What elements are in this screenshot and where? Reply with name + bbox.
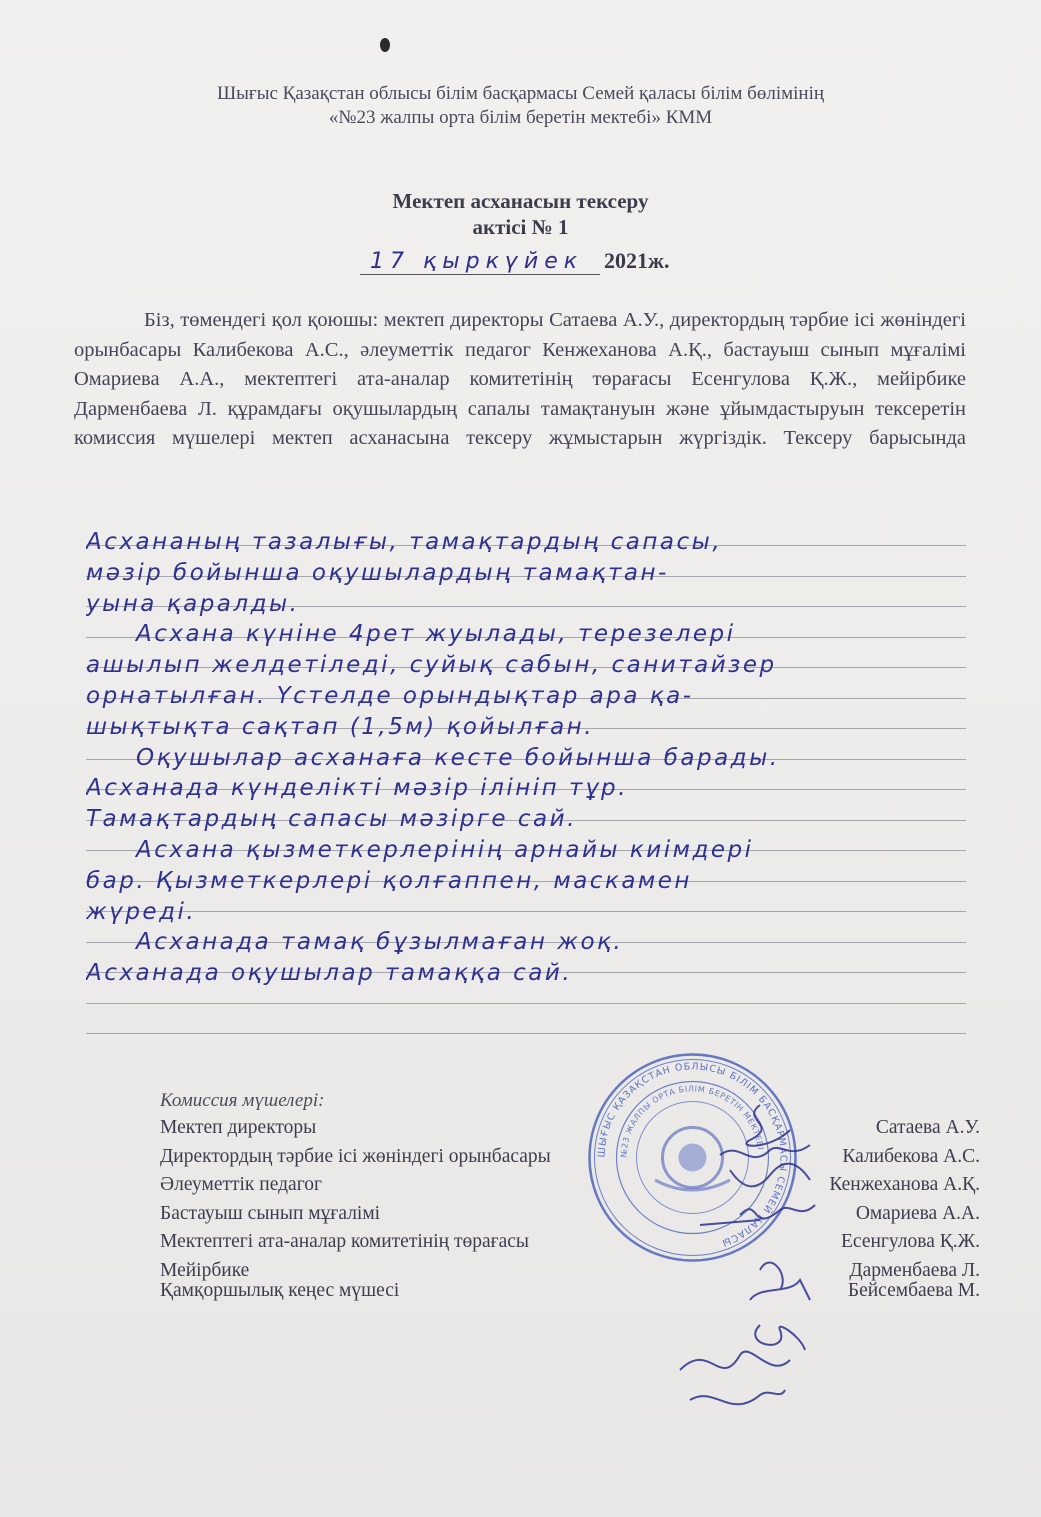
member-name: Есенгулова Қ.Ж.: [841, 1231, 980, 1252]
member-name: Сатаева А.У.: [875, 1117, 980, 1138]
handwritten-line: Асханада оқушылар тамаққа сай.: [86, 960, 573, 987]
title-line-2: актісі № 1: [472, 215, 569, 239]
stamp-ring-text: ШЫҒЫС ҚАЗАҚСТАН ОБЛЫСЫ БІЛІМ БАСҚАРМАСЫ СЕМЕЙ ҚАЛАСЫ: [596, 1061, 789, 1249]
handwritten-line: Оқушылар асханаға кесте бойынша барады.: [136, 744, 780, 771]
member-role: Мектеп директоры: [160, 1117, 317, 1138]
handwritten-line: Асхана қызметкерлерінің арнайы киімдері: [136, 836, 754, 863]
handwritten-line: Асханада күнделікті мәзір ілініп тұр.: [86, 775, 628, 802]
date-year: 2021ж.: [604, 248, 670, 273]
header-line-2: «№23 жалпы орта білім беретін мектебі» КММ: [328, 107, 713, 128]
member-row: [160, 1174, 980, 1203]
handwritten-line: Асханада тамақ бұзылмаған жоқ.: [136, 929, 624, 956]
handwritten-line: уына қаралды.: [86, 590, 300, 617]
member-row: [160, 1146, 980, 1175]
member-row: [160, 1117, 980, 1146]
member-name: Омариева А.А.: [855, 1202, 980, 1224]
member-name: Дарменбаева Л.: [849, 1259, 980, 1281]
member-role: Әлеуметтік педагог: [160, 1174, 322, 1195]
member-row: [160, 1280, 980, 1309]
handwritten-line: Асхананың тазалығы, тамақтардың сапасы,: [86, 529, 723, 555]
header-line-1: Шығыс Қазақстан облысы білім басқармасы Семей қаласы білім бөлімінің: [216, 83, 825, 104]
member-role: Мектептегі ата-аналар комитетінің төрағасы: [160, 1231, 530, 1252]
document-title: [0, 188, 1041, 240]
title-line-1: Мектеп асханасын тексеру: [392, 189, 649, 213]
handwritten-line: бар. Қызметкерлері қолғаппен, маскамен: [86, 867, 692, 894]
member-name: Кенжеханова А.Қ.: [829, 1174, 980, 1195]
handwritten-line: мәзір бойынша оқушылардың тамақтан-: [86, 559, 669, 586]
handwritten-line: Тамақтардың сапасы мәзірге сай.: [86, 806, 577, 833]
handwritten-line: шықтықта сақтап (1,5м) қойылған.: [86, 713, 595, 740]
handwritten-line: ашылып желдетіледі, суйық сабын, санитайзер: [86, 652, 777, 679]
member-name: Бейсембаева М.: [847, 1279, 980, 1301]
document-date: [360, 248, 669, 275]
commission-label: Комиссия мүшелері:: [160, 1090, 325, 1111]
handwritten-findings: [86, 527, 966, 989]
commission-members: [160, 1117, 980, 1308]
handwritten-line: жүреді.: [86, 898, 197, 925]
act-body-text: Біз, төмендегі қол қоюшы: мектеп директоры Сатаева А.У., директордың тәрбие ісі жөніндегі орынбасары Калибекова А.С., әлеуметтік педагог Кенжеханова А.Қ., бастауыш сынып мұғалімі Омариева А.А., мектептегі ата-аналар комитетінің төрағасы Есенгулова Қ.Ж., мейірбике Дарменбаева Л. құрамдағы оқушылардың сапалы тамақтануын және ұйымдастыруын тексеретін комиссия мүшелері мектеп асханасына тексеру жұмыстарын жүргіздік. Тексеру барысында: [74, 309, 966, 449]
member-role: Директордың тәрбие ісі жөніндегі орынбасары: [160, 1145, 551, 1167]
member-role: Мейірбике: [160, 1259, 250, 1281]
signatures-icon: [640, 1100, 820, 1480]
handwritten-date: 17 қыркүйек: [360, 249, 600, 275]
member-row: [160, 1203, 980, 1232]
member-row: [160, 1231, 980, 1260]
organization-header: [0, 82, 1041, 130]
handwritten-line: орнатылған. Үстелде орындықтар ара қа-: [86, 682, 694, 709]
member-role: Қамқоршылық кеңес мүшесі: [160, 1279, 400, 1301]
member-name: Калибекова А.С.: [842, 1145, 980, 1167]
handwritten-line: Асхана күніне 4рет жуылады, терезелері: [136, 621, 736, 648]
member-row: [160, 1260, 980, 1280]
stamp-inner-text: №23 ЖАЛПЫ ОРТА БІЛІМ БЕРЕТІН МЕКТЕБІ: [619, 1084, 766, 1158]
punch-hole-mark: [380, 38, 390, 52]
member-role: Бастауыш сынып мұғалімі: [160, 1202, 381, 1224]
